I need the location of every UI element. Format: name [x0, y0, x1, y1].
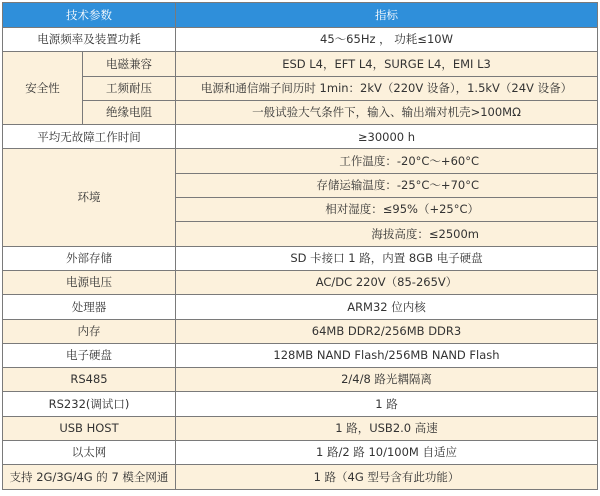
row-label: 内存	[3, 319, 176, 343]
group-label-environment: 环境	[3, 149, 176, 246]
row-value: 工作温度：-20°C～+60°C	[176, 149, 598, 173]
row-label: 外部存储	[3, 246, 176, 270]
header-param: 技术参数	[3, 3, 176, 28]
row-label: 电源频率及装置功耗	[3, 28, 176, 52]
table-row	[3, 465, 598, 489]
row-value: 存储运输温度：-25°C～+70°C	[176, 173, 598, 197]
row-label: 支持 2G/3G/4G 的 7 模全网通	[3, 465, 176, 489]
row-value: 45～65Hz ， 功耗≤10W	[176, 28, 598, 52]
table-row	[3, 416, 598, 440]
table-row	[3, 100, 598, 124]
table-row	[3, 270, 598, 294]
row-label: RS485	[3, 368, 176, 392]
table-row	[3, 52, 598, 76]
row-value: 128MB NAND Flash/256MB NAND Flash	[176, 343, 598, 367]
row-value: ≥30000 h	[176, 125, 598, 149]
row-value: 1 路（4G 型号含有此功能）	[176, 465, 598, 489]
row-value: 1 路/2 路 10/100M 自适应	[176, 441, 598, 465]
row-label: 电源电压	[3, 270, 176, 294]
row-value: 2/4/8 路光耦隔离	[176, 368, 598, 392]
group-label-safety: 安全性	[3, 52, 83, 125]
row-value: 海拔高度：≤2500m	[176, 222, 598, 246]
table-row	[3, 368, 598, 392]
row-label: RS232(调试口)	[3, 392, 176, 416]
table-row	[3, 441, 598, 465]
row-label: 电磁兼容	[83, 52, 176, 76]
row-label: 工频耐压	[83, 76, 176, 100]
row-value: 64MB DDR2/256MB DDR3	[176, 319, 598, 343]
table-row	[3, 149, 598, 173]
header-spec: 指标	[176, 3, 598, 28]
row-label: 绝缘电阻	[83, 100, 176, 124]
row-label: USB HOST	[3, 416, 176, 440]
row-label: 电子硬盘	[3, 343, 176, 367]
table-row	[3, 246, 598, 270]
table-row	[3, 392, 598, 416]
table-row	[3, 295, 598, 319]
row-label: 以太网	[3, 441, 176, 465]
row-value: 1 路	[176, 392, 598, 416]
row-value: 电源和通信端子间历时 1min：2kV（220V 设备），1.5kV（24V 设备）	[176, 76, 598, 100]
spec-table	[2, 2, 598, 490]
row-value: ARM32 位内核	[176, 295, 598, 319]
row-value: SD 卡接口 1 路，内置 8GB 电子硬盘	[176, 246, 598, 270]
table-row	[3, 28, 598, 52]
row-label: 平均无故障工作时间	[3, 125, 176, 149]
table-row	[3, 76, 598, 100]
row-value: AC/DC 220V（85-265V）	[176, 270, 598, 294]
table-header-row	[3, 3, 598, 28]
row-label: 处理器	[3, 295, 176, 319]
row-value: 相对湿度：≤95%（+25°C）	[176, 198, 598, 222]
row-value: 1 路，USB2.0 高速	[176, 416, 598, 440]
table-row	[3, 343, 598, 367]
table-row	[3, 125, 598, 149]
row-value: 一般试验大气条件下，输入、输出端对机壳>100MΩ	[176, 100, 598, 124]
row-value: ESD L4，EFT L4，SURGE L4，EMI L3	[176, 52, 598, 76]
table-row	[3, 319, 598, 343]
